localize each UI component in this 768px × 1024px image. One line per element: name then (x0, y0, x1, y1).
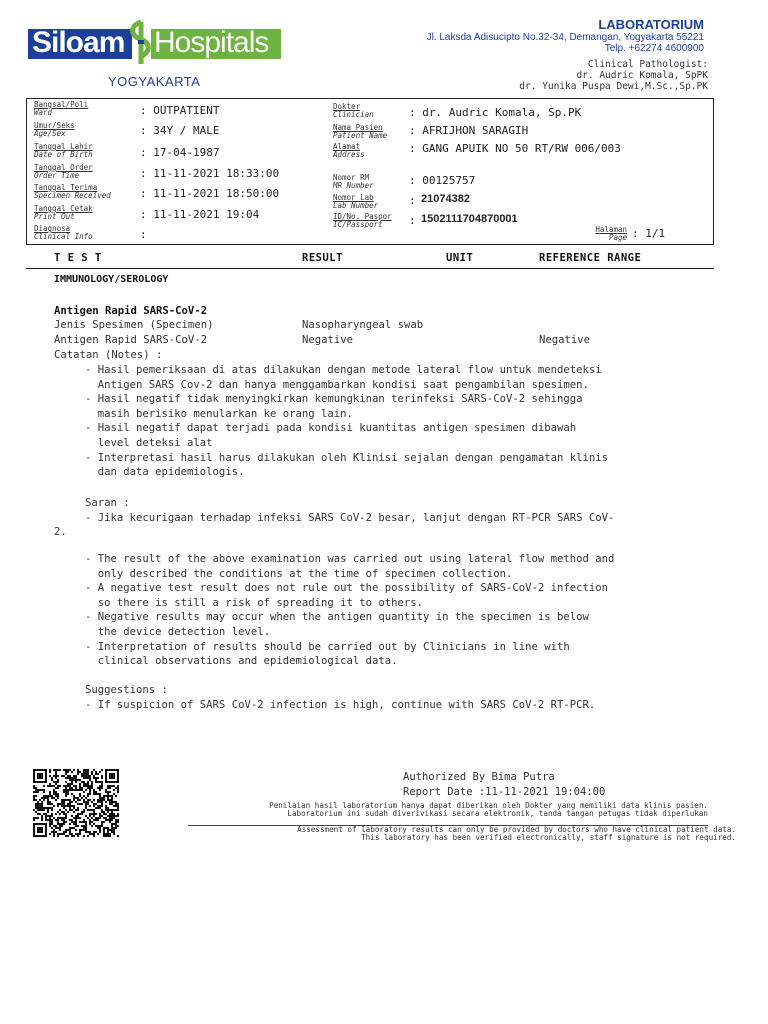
note-line: - The result of the above examination was carried out using lateral flow method and (85, 553, 615, 565)
patient-name-label: Nama Pasien Patient Name (333, 123, 388, 140)
print-value: : 11-11-2021 19:04 (140, 208, 260, 221)
lab-number-value: 21074382 (421, 193, 470, 205)
note-line: - Interpretation of results should be carried out by Clinicians in line with (85, 640, 570, 653)
order-label: Tanggal Order Order Time (34, 163, 93, 180)
disclaimer-en (297, 826, 736, 842)
print-label: Tanggal Cetak Print Out (34, 204, 93, 221)
lab-number-label: Nomor Lab Lab Number (333, 193, 379, 210)
saran-line-wrap: 2. (54, 526, 67, 538)
diagnosa-label: Diagnosa Clinical Info (34, 224, 93, 241)
note-line: level deteksi alat (85, 436, 213, 449)
note-line: - A negative test result does not rule out the possibility of SARS-CoV-2 infection (85, 582, 608, 595)
pathologist-1: dr. Audric Komala, SpPK (576, 70, 708, 81)
id-passport-label: ID/No. Paspor IC/Passport (333, 212, 392, 229)
results-table-header (26, 251, 714, 269)
address-label: Alamat Address (333, 142, 365, 159)
note-line: - Hasil pemeriksaan di atas dilakukan dengan metode lateral flow untuk mendeteksi (85, 364, 602, 376)
disclaimer-id (269, 802, 708, 818)
note-line: masih berisiko menularkan ke orang lain. (85, 407, 353, 420)
mr-number-value: : 00125757 (409, 174, 476, 187)
note-line: - Hasil negatif tidak menyingkirkan kemungkinan terinfeksi SARS-CoV-2 sehingga (85, 393, 583, 406)
pathologist-block (519, 59, 708, 92)
note-line: clinical observations and epidemiological data. (85, 655, 398, 668)
received-value: : 11-11-2021 18:50:00 (140, 187, 280, 200)
row-specimen-name: Jenis Spesimen (Specimen) (54, 319, 214, 331)
mr-number-label: Nomor RM MR Number (333, 173, 374, 190)
lab-address (427, 32, 704, 54)
city-label: YOGYAKARTA (108, 74, 201, 89)
lab-number-colon: : (409, 194, 416, 207)
suggestions-title: Suggestions : (85, 684, 168, 696)
saran-title: Saran : (85, 497, 130, 509)
col-reference: REFERENCE RANGE (539, 252, 642, 264)
disclaimer-line: This laboratory has been verified electronically, staff signature is not required. (361, 833, 736, 842)
authorized-by: Authorized By Bima Putra (403, 771, 555, 783)
lab-title: LABORATORIUM (598, 17, 704, 32)
dob-value: : 17-04-1987 (140, 146, 220, 159)
dob-label: Tanggal Lahir Date of Birth (34, 142, 93, 159)
page-label: Halaman Page (595, 225, 627, 242)
received-label: Tanggal Terima Specimen Received (34, 183, 111, 200)
row-antigen-result: Negative (302, 334, 354, 346)
section-title: IMMUNOLOGY/SEROLOGY (54, 274, 169, 285)
row-antigen-name: Antigen Rapid SARS-CoV-2 (54, 334, 208, 346)
age-sex-value: : 34Y / MALE (140, 124, 220, 137)
disclaimer-line: Assessment of laboratory results can only be provided by doctors who have clinical patient data. (297, 825, 736, 834)
test-group-title: Antigen Rapid SARS-CoV-2 (54, 305, 208, 317)
pathologist-2: dr. Yunika Puspa Dewi,M.Sc.,Sp.PK (519, 81, 708, 92)
note-line: - Hasil negatif dapat terjadi pada kondisi kuantitas antigen spesimen dibawah (85, 422, 577, 435)
siloam-logo (28, 20, 281, 66)
note-line: - Interpretasi hasil harus dilakukan oleh Klinisi sejalan dengan pengamatan klinis (85, 451, 608, 464)
pathologist-label: Clinical Pathologist: (587, 59, 708, 70)
suggestions-line: - If suspicion of SARS CoV-2 infection is high, continue with SARS CoV-2 RT-PCR. (85, 699, 596, 711)
notes-english (85, 552, 614, 669)
id-passport-value: 1502111704870001 (421, 213, 518, 225)
note-line: Antigen SARS Cov-2 dan hanya menggambarkan kondisi saat pengambilan spesimen. (85, 378, 589, 391)
authorization-block (403, 770, 605, 799)
note-line: - Negative results may occur when the antigen quantity in the specimen is below (85, 611, 589, 624)
note-line: the device detection level. (85, 625, 270, 638)
note-line: only described the conditions at the time of specimen collection. (85, 567, 513, 580)
order-value: : 11-11-2021 18:33:00 (140, 167, 280, 180)
ward-label: Bangsal/Poli Ward (34, 100, 89, 117)
saran-line: - Jika kecurigaan terhadap infeksi SARS CoV-2 besar, lanjut dengan RT-PCR SARS CoV- (85, 512, 615, 524)
row-antigen-reference: Negative (539, 334, 591, 346)
report-date: Report Date :11-11-2021 19:04:00 (403, 785, 606, 798)
col-test: T E S T (54, 252, 102, 264)
clinician-value: : dr. Audric Komala, Sp.PK (409, 106, 582, 119)
logo-brand-right: Hospitals (154, 26, 269, 59)
notes-indonesian (85, 363, 608, 480)
col-result: RESULT (302, 252, 343, 264)
qr-code (33, 769, 119, 837)
row-specimen-result: Nasopharyngeal swab (302, 319, 424, 331)
notes-title: Catatan (Notes) : (54, 349, 163, 361)
logo-brand-left: Siloam (32, 26, 125, 59)
disclaimer-line: Penilaian hasil laboratorium hanya dapat diberikan oleh Dokter yang memiliki data klinis pasien. (269, 801, 708, 810)
disclaimer-line: Laboratorium ini sudah diverivikasi secara elektronik, tanda tangan petugas tidak diperlukan (287, 809, 708, 818)
col-unit: UNIT (446, 252, 474, 264)
address-value: : GANG APUIK NO 50 RT/RW 006/003 (409, 142, 621, 155)
ward-value: : OUTPATIENT (140, 104, 220, 117)
clinician-label: Dokter Clinician (333, 102, 374, 119)
diagnosa-value: : (140, 228, 147, 241)
phone-line: Telp. +62274 4600900 (604, 43, 704, 54)
note-line: so there is still a risk of spreading it to others. (85, 596, 424, 609)
age-sex-label: Umur/Seks Age/Sex (34, 121, 75, 138)
note-line: dan data epidemiologis. (85, 466, 245, 479)
id-passport-colon: : (409, 214, 416, 227)
page-value: : 1/1 (632, 227, 666, 240)
patient-name-value: : AFRIJHON SARAGIH (409, 124, 529, 137)
address-line: Jl. Laksda Adisucipto No.32-34, Demangan, Yogyakarta 55221 (426, 32, 704, 43)
